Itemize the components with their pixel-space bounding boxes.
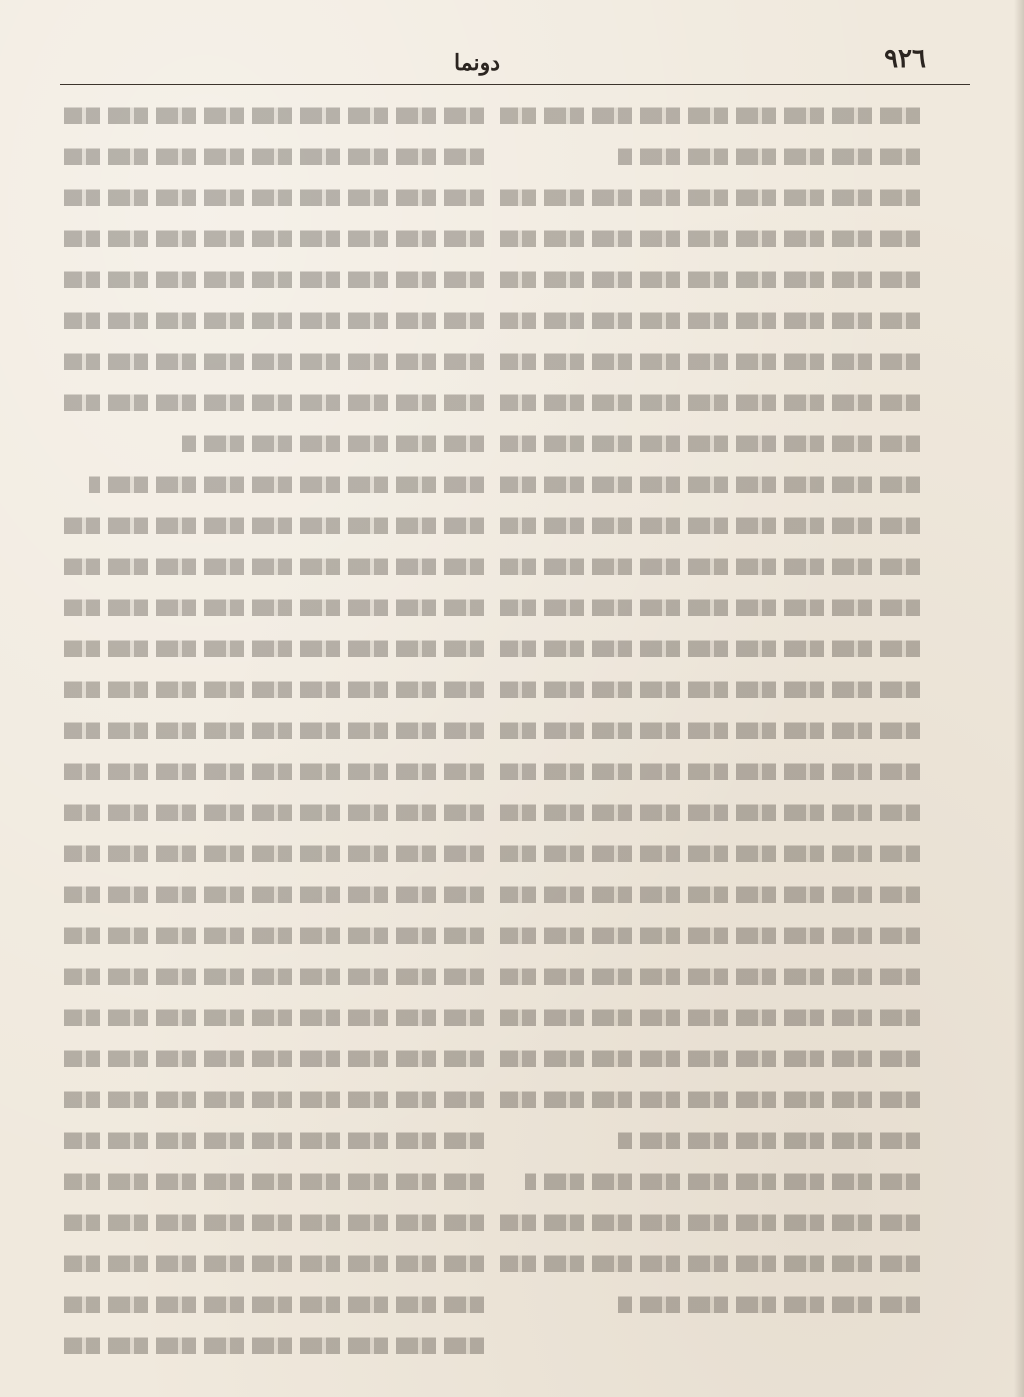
text-line	[64, 305, 484, 335]
text-line-ink	[500, 633, 920, 663]
text-line	[64, 920, 484, 950]
text-line	[64, 674, 484, 704]
text-line-ink	[64, 920, 484, 950]
text-line	[64, 100, 484, 130]
text-line-ink	[89, 469, 484, 499]
text-line	[500, 715, 920, 745]
text-line	[500, 592, 920, 622]
text-line-ink	[500, 920, 920, 950]
text-line-ink	[64, 182, 484, 212]
text-line-ink	[500, 1002, 920, 1032]
text-line	[64, 961, 484, 991]
text-line	[500, 141, 920, 171]
text-line-ink	[500, 797, 920, 827]
text-line-ink	[500, 469, 920, 499]
text-line-ink	[64, 797, 484, 827]
text-line-ink	[64, 141, 484, 171]
text-line-ink	[500, 387, 920, 417]
text-line-ink	[64, 223, 484, 253]
text-line-ink	[500, 715, 920, 745]
text-line-ink	[500, 551, 920, 581]
text-line-ink	[64, 1330, 484, 1360]
text-line-ink	[64, 674, 484, 704]
text-line	[64, 715, 484, 745]
text-column-left	[64, 100, 484, 1360]
text-line	[500, 428, 920, 458]
text-line-ink	[64, 838, 484, 868]
text-line	[500, 182, 920, 212]
text-line	[500, 797, 920, 827]
text-line	[500, 387, 920, 417]
text-line-ink	[64, 633, 484, 663]
text-line-ink	[500, 1084, 920, 1114]
text-line	[500, 1002, 920, 1032]
text-column-right	[500, 100, 920, 1360]
running-title: دونما	[454, 50, 500, 76]
scan-edge-shadow	[1014, 0, 1024, 1397]
text-line	[500, 305, 920, 335]
text-line-ink	[64, 592, 484, 622]
text-line	[500, 1248, 920, 1278]
text-line-ink	[500, 510, 920, 540]
page-number: ٩٢٦	[884, 44, 926, 74]
text-line-ink	[64, 551, 484, 581]
text-line	[64, 633, 484, 663]
text-line	[500, 1084, 920, 1114]
text-line	[500, 1289, 920, 1319]
text-line-ink	[64, 346, 484, 376]
text-line	[64, 756, 484, 786]
text-line	[64, 510, 484, 540]
text-line-ink	[500, 1207, 920, 1237]
text-line-ink	[64, 715, 484, 745]
text-line-ink	[500, 592, 920, 622]
text-line-ink	[525, 1166, 920, 1196]
text-line-ink	[182, 428, 484, 458]
text-line	[64, 387, 484, 417]
text-line-ink	[64, 387, 484, 417]
text-line	[64, 141, 484, 171]
text-line	[64, 1330, 484, 1360]
text-line-ink	[500, 961, 920, 991]
text-line-ink	[500, 182, 920, 212]
text-line	[500, 264, 920, 294]
text-line-ink	[64, 305, 484, 335]
text-line-ink	[64, 1166, 484, 1196]
header-rule	[60, 84, 970, 85]
text-line	[500, 100, 920, 130]
text-line	[64, 1248, 484, 1278]
text-line-ink	[64, 1125, 484, 1155]
text-line	[500, 838, 920, 868]
text-line-ink	[618, 1125, 920, 1155]
text-line-ink	[500, 223, 920, 253]
text-line-ink	[500, 756, 920, 786]
text-line	[500, 510, 920, 540]
text-line	[64, 797, 484, 827]
text-line	[500, 469, 920, 499]
text-line-ink	[64, 1248, 484, 1278]
text-line	[64, 264, 484, 294]
text-line-ink	[64, 264, 484, 294]
text-line-ink	[64, 756, 484, 786]
text-line	[500, 551, 920, 581]
text-line	[64, 838, 484, 868]
text-line	[64, 1084, 484, 1114]
text-line-ink	[500, 838, 920, 868]
text-line	[64, 1207, 484, 1237]
text-line-ink	[64, 100, 484, 130]
text-line	[64, 1002, 484, 1032]
text-line-ink	[64, 961, 484, 991]
text-line-ink	[500, 305, 920, 335]
text-line	[64, 346, 484, 376]
text-line-ink	[500, 100, 920, 130]
text-line-ink	[500, 674, 920, 704]
text-line-ink	[64, 1002, 484, 1032]
text-line	[500, 633, 920, 663]
text-line	[500, 1125, 920, 1155]
text-line	[500, 674, 920, 704]
text-line	[500, 346, 920, 376]
text-line-ink	[64, 1207, 484, 1237]
text-line-ink	[500, 1248, 920, 1278]
text-line-ink	[64, 879, 484, 909]
text-line	[64, 182, 484, 212]
text-line	[64, 592, 484, 622]
text-line	[64, 1043, 484, 1073]
text-line	[64, 1289, 484, 1319]
text-line	[500, 961, 920, 991]
text-line-ink	[500, 1043, 920, 1073]
text-line	[500, 223, 920, 253]
text-line-ink	[500, 879, 920, 909]
text-line-ink	[618, 141, 920, 171]
text-line-ink	[64, 1289, 484, 1319]
text-line-ink	[64, 510, 484, 540]
text-line-ink	[500, 346, 920, 376]
text-line	[500, 879, 920, 909]
text-line-ink	[64, 1084, 484, 1114]
text-line-ink	[500, 264, 920, 294]
text-line	[64, 428, 484, 458]
text-line	[64, 1125, 484, 1155]
text-line	[64, 879, 484, 909]
text-line-ink	[618, 1289, 920, 1319]
text-line-ink	[64, 1043, 484, 1073]
text-line	[500, 1166, 920, 1196]
text-line	[64, 1166, 484, 1196]
text-line	[500, 1207, 920, 1237]
text-line-ink	[500, 428, 920, 458]
text-line	[64, 223, 484, 253]
text-line	[500, 756, 920, 786]
text-line	[64, 551, 484, 581]
text-line	[500, 1043, 920, 1073]
text-line	[500, 920, 920, 950]
page-header	[60, 38, 970, 88]
text-line	[64, 469, 484, 499]
